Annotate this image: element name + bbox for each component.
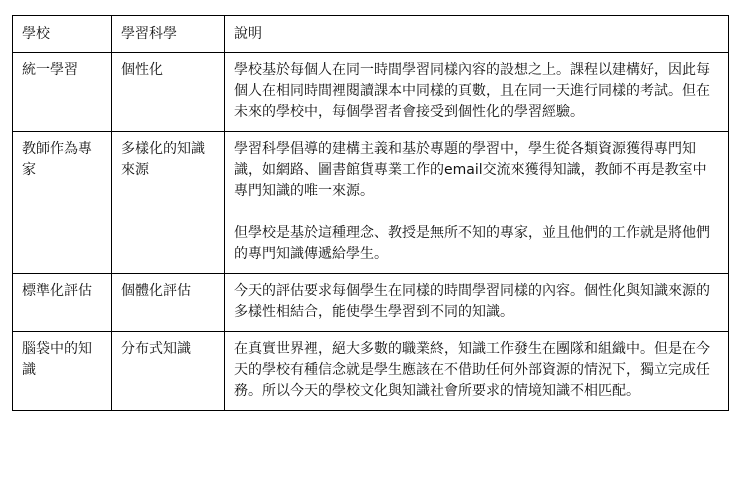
cell-school: 教師作為專家	[13, 132, 112, 274]
description-paragraph: 學校基於每個人在同一時間學習同樣內容的設想之上。課程以建構好，因此每個人在相同時間裡閱讀課本中同樣的頁數，且在同一天進行同樣的考試。但在未來的學校中，每個學習者會接受到個性化的學習經驗。	[234, 62, 710, 120]
cell-school: 標準化評估	[13, 274, 112, 332]
cell-learning-science: 多樣化的知識來源	[112, 132, 225, 274]
description-paragraph: 今天的評估要求每個學生在同樣的時間學習同樣的內容。個性化與知識來源的多樣性相結合，能使學生學習到不同的知識。	[234, 283, 710, 320]
cell-description	[225, 274, 729, 332]
description-paragraph: 但學校是基於這種理念、教授是無所不知的專家，並且他們的工作就是將他們的專門知識傳遞給學生。	[234, 225, 710, 262]
cell-learning-science: 分布式知識	[112, 332, 225, 411]
cell-learning-science: 個體化評估	[112, 274, 225, 332]
table-row	[13, 274, 729, 332]
header-school: 學校	[13, 16, 112, 53]
table-row	[13, 132, 729, 274]
cell-learning-science: 個性化	[112, 53, 225, 132]
cell-school: 腦袋中的知識	[13, 332, 112, 411]
table-row	[13, 332, 729, 411]
comparison-table	[12, 15, 729, 411]
table-row	[13, 53, 729, 132]
cell-description	[225, 53, 729, 132]
description-paragraph: 學習科學倡導的建構主義和基於專題的學習中，學生從各類資源獲得專門知識，如網路、圖書館貨專業工作的email交流來獲得知識，教師不再是教室中專門知識的唯一來源。	[234, 141, 707, 199]
comparison-table-container	[12, 15, 728, 411]
cell-description	[225, 132, 729, 274]
header-description: 說明	[225, 16, 729, 53]
cell-description	[225, 332, 729, 411]
cell-school: 統一學習	[13, 53, 112, 132]
header-learning-science: 學習科學	[112, 16, 225, 53]
description-paragraph: 在真實世界裡，絕大多數的職業終，知識工作發生在團隊和組織中。但是在今天的學校有種信念就是學生應該在不借助任何外部資源的情況下，獨立完成任務。所以今天的學校文化與知識社會所要求的情境知識不相匹配。	[234, 341, 710, 399]
table-header-row	[13, 16, 729, 53]
